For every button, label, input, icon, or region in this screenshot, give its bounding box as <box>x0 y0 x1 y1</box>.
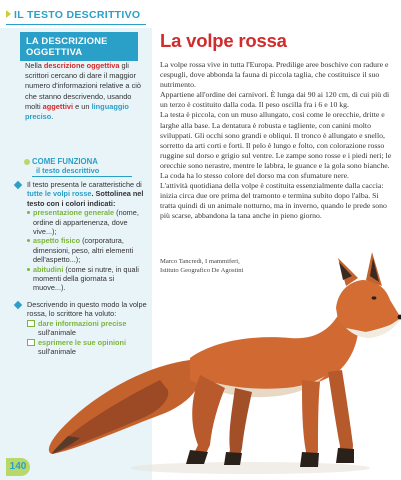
article-body <box>160 60 392 222</box>
chevron-right-icon <box>6 10 11 18</box>
header-rule <box>6 24 146 25</box>
how-subtitle: il testo descrittivo <box>36 166 100 175</box>
highlight-linguaggio: linguaggio preciso <box>25 101 129 122</box>
paragraph: L'attività quotidiana della volpe è costituita essenzialmente dalla caccia: inizia circa due ore prima del tramonto e termina subito dopo l'alba. Si tratta quindi di un animale notturno, ma in inverno, quando le prede sono più scarse, abbandona la tana anche in pieno giorno. <box>160 181 387 221</box>
credit-line: Istituto Geografico De Agostini <box>160 266 244 274</box>
page-number: 140 <box>6 458 30 476</box>
credit-line: Marco Tancredi, I mammiferi, <box>160 258 240 265</box>
definition-text: Nella descrizione oggettiva gli scrittori cercano di dare il maggior numero d'informazioni relative a ciò che stanno descrivendo, usando molti aggettivi e un linguaggio preciso. <box>25 61 142 122</box>
paragraph: La volpe rossa vive in tutta l'Europa. Predilige aree boschive con radure e cespugli, dove abbonda la fauna di piccola taglia, che costituisce il suo nutrimento. <box>160 60 389 90</box>
list-item: abitudini (come si nutre, in quali momenti della giornata si muove...). <box>27 265 147 293</box>
list-item: presentazione generale (nome, ordine di appartenenza, dove vive...); <box>27 208 147 236</box>
how-it-works-heading <box>32 157 144 177</box>
exercise-1-text: Il testo presenta le caratteristiche di tutte le volpi rosse. Sottolinea nel testo con i colori indicati: <box>27 180 144 208</box>
highlight-aggettivi: aggettivi <box>42 101 74 111</box>
divider <box>32 176 132 177</box>
fox-illustration <box>40 240 401 480</box>
option-informazioni[interactable]: dare informazioni precise sull'animale <box>27 319 147 338</box>
highlight-descrizione: descrizione oggettiva <box>43 61 120 70</box>
definition-title: LA DESCRIZIONE OGGETTIVA <box>20 32 138 61</box>
option-opinioni[interactable]: esprimere le sue opinioni sull'animale <box>27 338 147 357</box>
checkbox-icon[interactable] <box>27 339 35 346</box>
section-label-text: IL TESTO DESCRITTIVO <box>14 9 141 21</box>
article-title: La volpe rossa <box>160 30 287 51</box>
bullet-dot-icon <box>24 159 30 165</box>
section-label <box>6 9 140 21</box>
checkbox-icon[interactable] <box>27 320 35 327</box>
list-item: aspetto fisico (corporatura, dimensioni, peso, altri elementi dell'aspetto...); <box>27 236 147 264</box>
paragraph: Appartiene all'ordine dei carnivori. È lunga dai 90 ai 120 cm, di cui più di un terzo è costituito dalla coda. Il peso oscilla fra i 6 e 10 kg. <box>160 90 390 110</box>
paragraph: La testa è piccola, con un muso allungato, così come le orecchie, dritte e larghe alla base. La dentatura è robusta e tagliente, con canini molto sviluppati. Gli occhi sono grandi e obliqui. Il tronco è allungato e snello, sorretto da arti corti e forti. Il pelo è lungo e folto, con colorazione rosso ruggine sul dorso e grigio sul ventre. Le zampe sono rosse e i piedi neri; le orecchie sono nerastre, mentre le labbra, le guance e la gola sono bianche. La coda ha lo stesso colore del dorso ma con sfumature nere. <box>160 110 392 181</box>
exercise-2-text: Descrivendo in questo modo la volpe rossa, lo scrittore ha voluto: <box>27 300 147 319</box>
how-title: COME FUNZIONA <box>32 157 98 166</box>
